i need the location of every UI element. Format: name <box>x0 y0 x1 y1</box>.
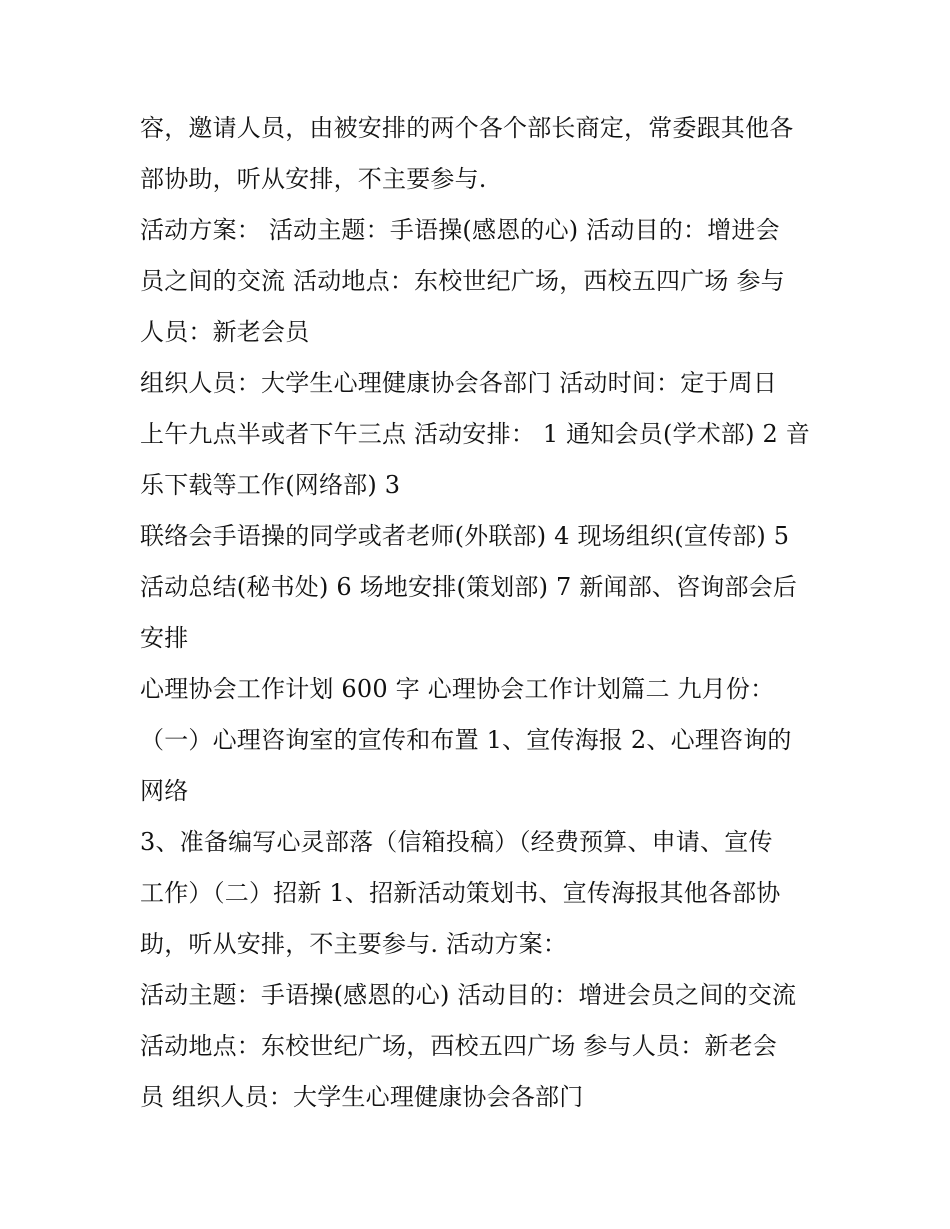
text-line: 3、准备编写心灵部落（信箱投稿）（经费预算、申请、宣传 <box>140 828 773 856</box>
text-line: 组织人员：大学生心理健康协会各部门 活动时间：定于周日 <box>140 369 778 397</box>
text-line: 网络 <box>140 777 189 805</box>
text-line: 活动总结(秘书处) 6 场地安排(策划部) 7 新闻部、咨询部会后 <box>140 573 798 601</box>
text-line: （一）心理咨询室的宣传和布置 1、宣传海报 2、心理咨询的 <box>140 726 792 754</box>
text-line: 活动方案： 活动主题：手语操(感恩的心) 活动目的：增进会 <box>140 216 780 244</box>
text-line: 助，听从安排，不主要参与. 活动方案： <box>140 930 568 958</box>
text-line: 人员：新老会员 <box>140 318 310 346</box>
text-line: 活动主题：手语操(感恩的心) 活动目的：增进会员之间的交流 <box>140 981 797 1009</box>
text-line: 上午九点半或者下午三点 活动安排： 1 通知会员(学术部) 2 音 <box>140 420 811 448</box>
text-line: 心理协会工作计划 600 字 心理协会工作计划篇二 九月份： <box>140 675 775 703</box>
text-line: 乐下载等工作(网络部) 3 <box>140 471 401 499</box>
document-body <box>140 103 830 1123</box>
text-line: 联络会手语操的同学或者老师(外联部) 4 现场组织(宣传部) 5 <box>140 522 790 550</box>
text-line: 容，邀请人员，由被安排的两个各个部长商定，常委跟其他各 <box>140 114 794 142</box>
text-line: 工作）（二）招新 1、招新活动策划书、宣传海报其他各部协 <box>140 879 781 907</box>
text-line: 员之间的交流 活动地点：东校世纪广场，西校五四广场 参与 <box>140 267 785 295</box>
text-line: 部协助，听从安排，不主要参与. <box>140 165 487 193</box>
text-line: 员 组织人员：大学生心理健康协会各部门 <box>140 1083 584 1111</box>
text-line: 安排 <box>140 624 189 652</box>
text-line: 活动地点：东校世纪广场，西校五四广场 参与人员：新老会 <box>140 1032 778 1060</box>
